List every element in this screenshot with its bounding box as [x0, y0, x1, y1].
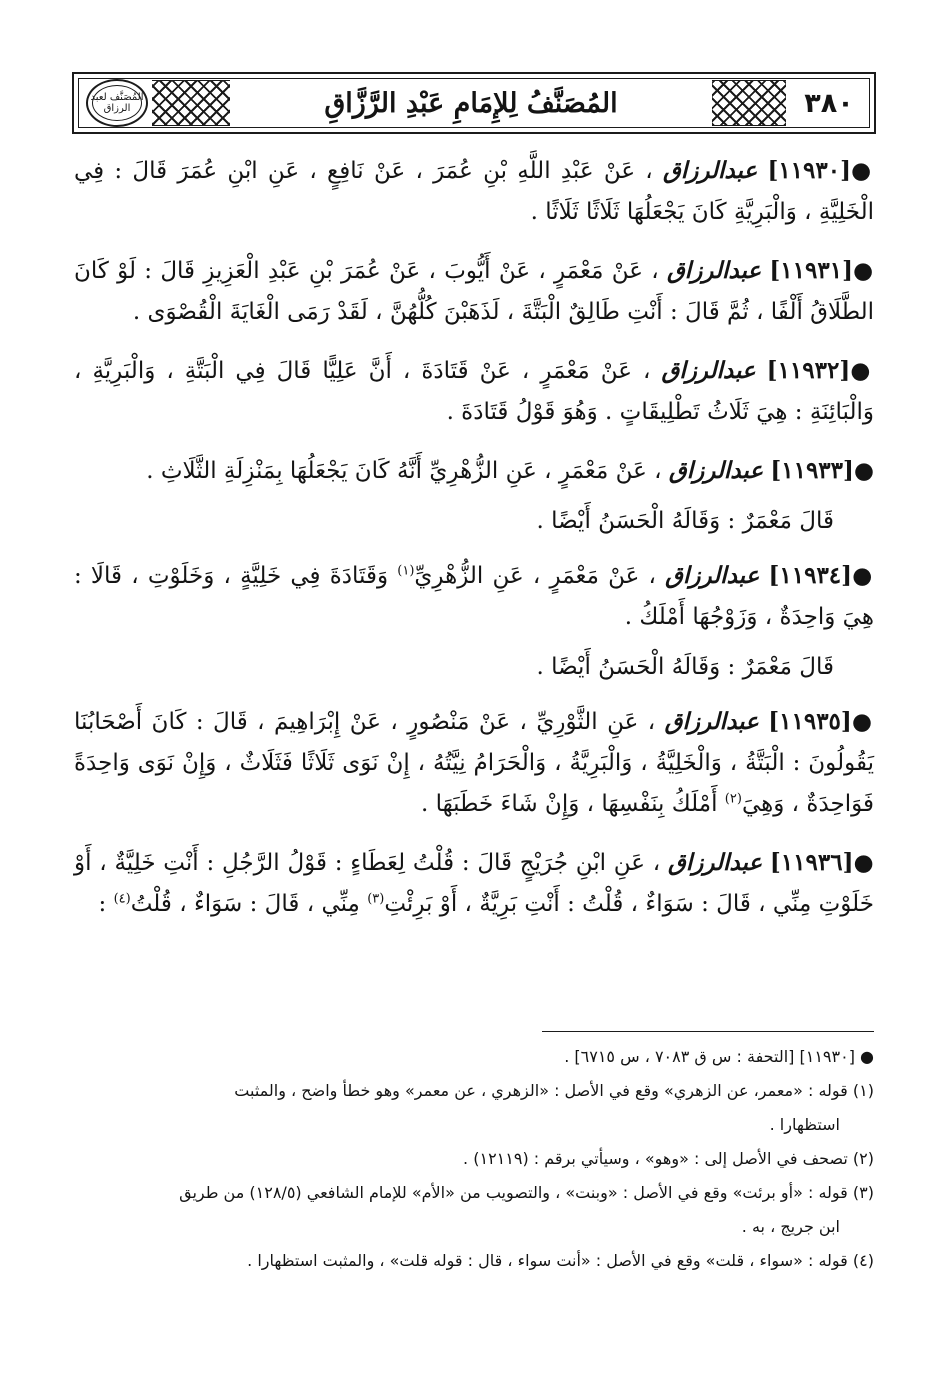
hadith-text: مِنِّي ، قَالَ : سَوَاءٌ ، قُلْتُ	[130, 891, 360, 917]
bullet-icon: ●	[851, 157, 875, 184]
hadith-entry	[74, 350, 874, 433]
medallion-text: المُصَنَّف لعبد الرزاق	[90, 92, 144, 114]
narrator-name: عبدالرزاق	[665, 562, 760, 589]
bullet-icon: ●	[852, 562, 875, 589]
narrator-name: عبدالرزاق	[661, 357, 756, 384]
footnote-3	[74, 1178, 874, 1208]
hadith-text: ، عَنْ مَعْمَرٍ ، عَنِ الزُّهْرِيِّ أَنَّهُ كَانَ يَجْعَلُهَا بِمَنْزِلَةِ الثَّلَاثِ .	[146, 458, 662, 484]
hadith-number: [١١٩٣٠]	[767, 157, 851, 184]
bullet-icon: ●	[853, 457, 874, 484]
hadith-text: :	[98, 891, 107, 917]
main-text	[74, 150, 874, 942]
hadith-number: [١١٩٣٢]	[766, 357, 851, 384]
footnote-1	[74, 1076, 874, 1106]
footnote-ref[interactable]: (٤)	[113, 891, 131, 907]
narrator-name: عبدالرزاق	[663, 157, 758, 184]
hadith-entry	[74, 450, 874, 492]
narrator-name: عبدالرزاق	[667, 849, 763, 876]
narrator-note: قَالَ مَعْمَرٌ : وَقَالَهُ الْحَسَنُ أَيْضًا .	[536, 654, 834, 680]
footnote-text: (١) قوله : «معمر، عن الزهري» وقع في الأصل : «الزهري ، عن معمر» وهو خطأ واضح ، والمثبت	[234, 1081, 874, 1100]
hadith-text: ، عَنِ الثَّوْرِيِّ ، عَنْ مَنْصُورٍ ، عَنْ إِبْرَاهِيمَ ، قَالَ : كَانَ أَصْحَابُنَا يَقُولُونَ : الْبَتَّةُ ، وَالْخَلِيَّةُ ، وَالْبَرِيَّةُ ، وَالْحَرَامُ نِيَّتُهُ ، إِنْ نَوَى ثَلَاثًا فَثَلَاثٌ ، وَإِنْ نَوَى وَاحِدَةً فَوَاحِدَةٌ ، وَهِيَ	[74, 709, 874, 817]
hadith-entry	[74, 250, 874, 333]
hadith-text: أَمْلَكُ بِنَفْسِهَا ، وَإِنْ شَاءَ خَطَبَهَا .	[420, 791, 718, 817]
footnote-ref[interactable]: (٣)	[367, 891, 385, 907]
book-title: المُصَنَّفُ لِلإِمَامِ عَبْدِ الرَّزَّاقِ	[324, 87, 618, 119]
footnote-2: (٢) تصحف في الأصل إلى : «وهو» ، وسيأتي برقم : (١٢١١٩) .	[463, 1149, 874, 1168]
footnote-4: (٤) قوله : «سواء ، قلت» وقع في الأصل : «أنت سواء ، قال : قوله قلت» ، والمثبت استظهارا .	[247, 1251, 874, 1270]
footnotes	[74, 1042, 874, 1280]
header-ornament-left	[152, 80, 230, 126]
bullet-icon: ●	[852, 257, 875, 284]
hadith-entry	[74, 842, 874, 925]
page-number: ٣٨٠	[804, 87, 854, 119]
hadith-entry	[74, 701, 874, 825]
footnote-3-continuation: ابن جريج ، به .	[741, 1217, 840, 1236]
hadith-text: وَقَتَادَةَ فِي خَلِيَّةٍ ، وَخَلَوْتِ ، قَالَا : هِيَ وَاحِدَةٌ ، وَزَوْجُهَا أَمْلَكُ .	[74, 563, 874, 630]
footnote-1-continuation: استظهارا .	[769, 1115, 840, 1134]
hadith-text: ، عَنْ عَبْدِ اللَّهِ بْنِ عُمَرَ ، عَنْ نَافِعٍ ، عَنِ ابْنِ عُمَرَ قَالَ : فِي الْخَلِيَّةِ ، وَالْبَرِيَّةِ كَانَ يَجْعَلُهَا ثَلَاثًا ثَلَاثًا .	[74, 158, 874, 225]
hadith-entry	[74, 555, 874, 638]
tuhfa-reference: ● [١١٩٣٠] [التحفة : س ق ٧٠٨٣ ، س ٦٧١٥] .	[564, 1047, 874, 1066]
hadith-text: ، عَنِ ابْنِ جُرَيْجٍ قَالَ : قُلْتُ لِعَطَاءٍ : قَوْلُ الرَّجُلِ : أَنْتِ خَلِيَّةٌ ، أَوْ خَلَوْتِ مِنِّي ، قَالَ : سَوَاءٌ ، قُلْتُ : أَنْتِ بَرِيَّةٌ ، أَوْ بَرِئْتِ	[74, 850, 874, 917]
hadith-number: [١١٩٣٥]	[768, 708, 852, 735]
bullet-icon: ●	[850, 357, 875, 384]
hadith-entry	[74, 150, 874, 233]
hadith-text: ، عَنْ مَعْمَرٍ ، عَنِ الزُّهْرِيِّ	[414, 563, 656, 589]
footnote-ref[interactable]: (٢)	[724, 791, 742, 807]
running-header	[72, 72, 876, 134]
hadith-text: ، عَنْ مَعْمَرٍ ، عَنْ أَيُّوبَ ، عَنْ عُمَرَ بْنِ عَبْدِ الْعَزِيزِ قَالَ : لَوْ كَانَ الطَّلَاقُ أَلْفًا ، ثُمَّ قَالَ : أَنْتِ طَالِقٌ الْبَتَّةَ ، لَذَهَبْنَ كُلُّهُنَّ ، لَقَدْ رَمَى الْغَايَةَ الْقُصْوَى .	[74, 258, 874, 325]
bullet-icon: ●	[853, 849, 875, 876]
hadith-number: [١١٩٣٦]	[769, 849, 854, 876]
hadith-number: [١١٩٣٣]	[770, 457, 854, 484]
footnote-ref[interactable]: (١)	[397, 563, 415, 579]
footnote-separator	[542, 1031, 874, 1032]
hadith-number: [١١٩٣١]	[769, 257, 853, 284]
hadith-text: ، عَنْ مَعْمَرٍ ، عَنْ قَتَادَةَ ، أَنَّ عَلِيًّا قَالَ فِي الْبَتَّةِ ، وَالْبَرِيَّةِ ، وَالْبَائِنَةِ : هِيَ ثَلَاثُ تَطْلِيقَاتٍ . وَهُوَ قَوْلُ قَتَادَةَ .	[74, 358, 874, 425]
narrator-name: عبدالرزاق	[668, 457, 764, 484]
narrator-name: عبدالرزاق	[666, 257, 762, 284]
narrator-name: عبدالرزاق	[664, 708, 759, 735]
header-medallion	[86, 79, 148, 127]
narrator-note: قَالَ مَعْمَرٌ : وَقَالَهُ الْحَسَنُ أَيْضًا .	[536, 508, 834, 534]
hadith-number: [١١٩٣٤]	[768, 562, 853, 589]
header-ornament-right	[712, 80, 786, 126]
bullet-icon: ●	[851, 708, 875, 735]
footnote-text: (٣) قوله : «أو برئت» وقع في الأصل : «وبنت» ، والتصويب من «الأم» للإمام الشافعي (١٢٨/٥) من طريق	[179, 1183, 874, 1202]
